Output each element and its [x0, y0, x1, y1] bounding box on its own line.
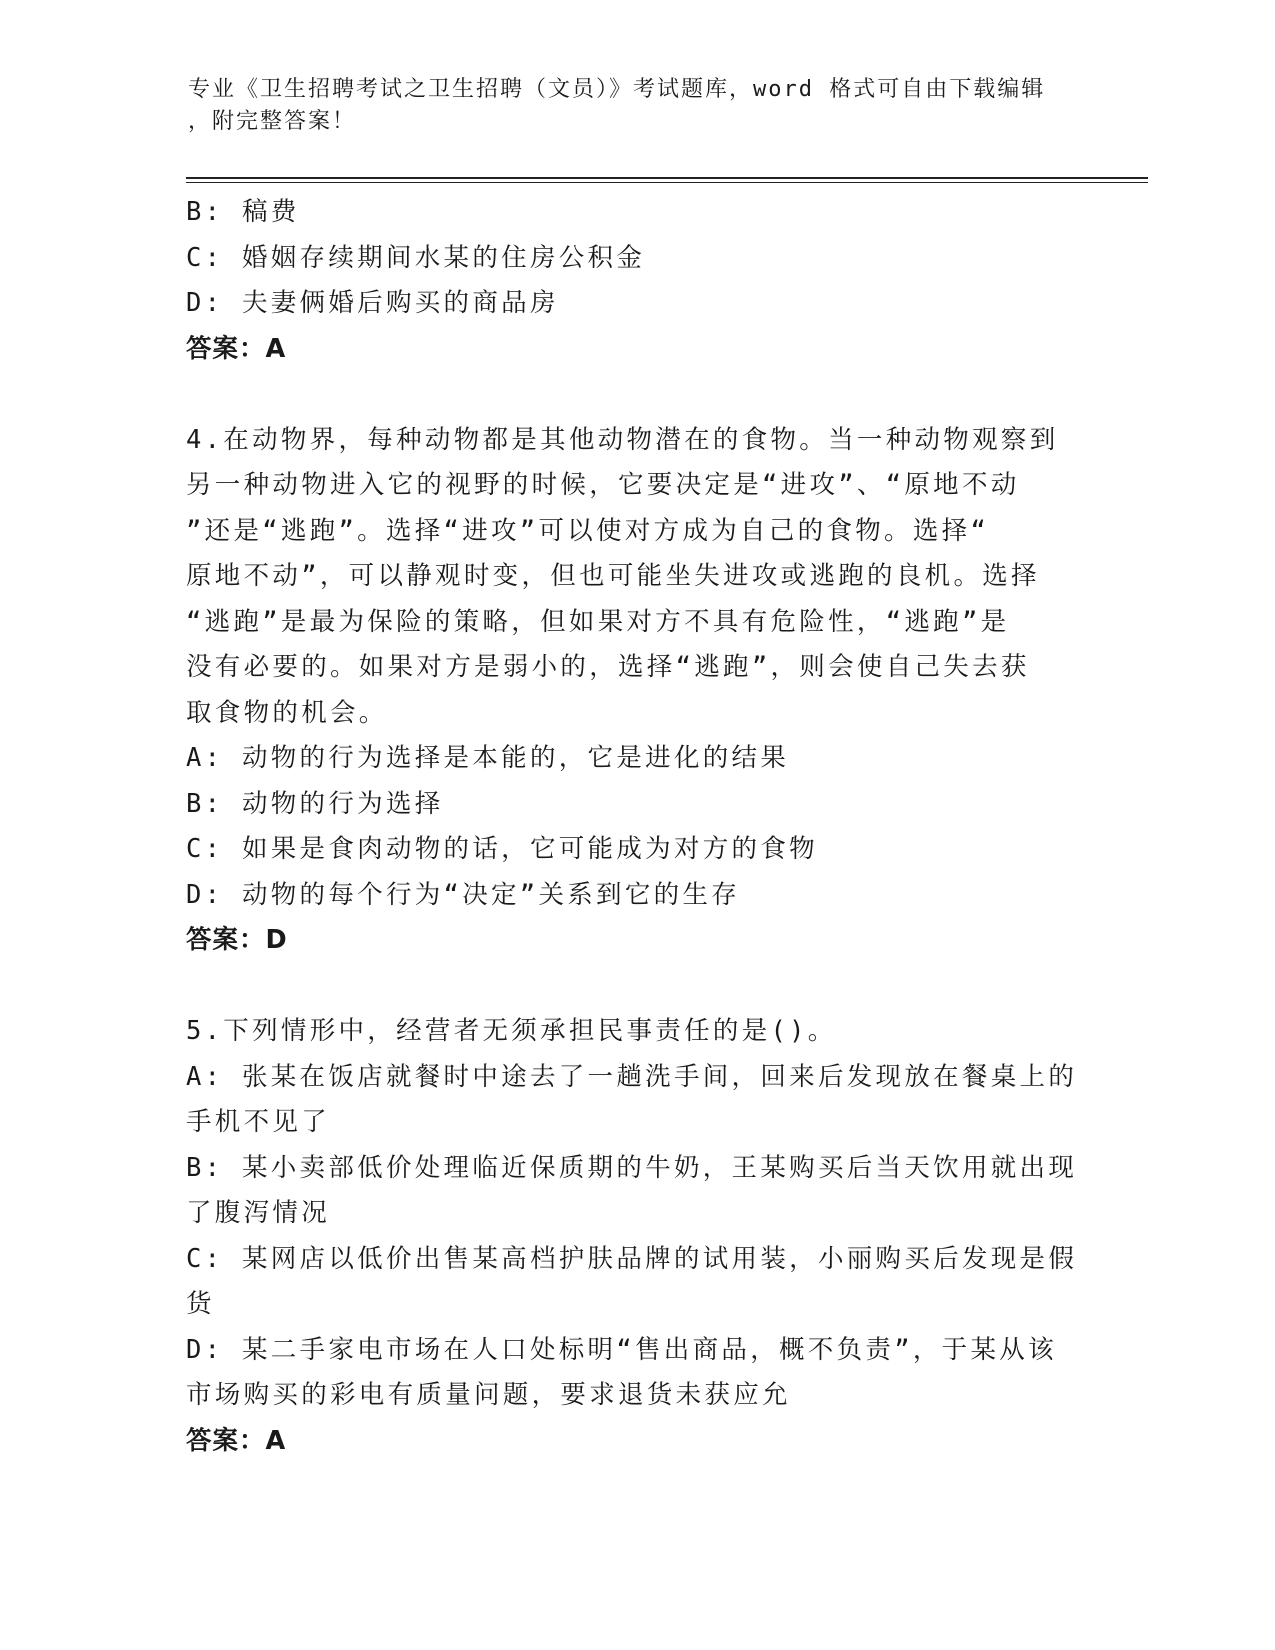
header-divider-thin	[186, 182, 1148, 183]
question-5-option-b-line-2: 了腹泻情况	[186, 1198, 331, 1228]
question-4-line-2: 另一种动物进入它的视野的时候，它要决定是“进攻”、“原地不动	[186, 470, 1020, 500]
question-4-line-4: 原地不动”，可以静观时变，但也可能坐失进攻或逃跑的良机。选择	[186, 561, 1040, 591]
question-4-option-d: D: 动物的每个行为“决定”关系到它的生存	[186, 879, 741, 910]
question-5-option-d-line-1: D: 某二手家电市场在人口处标明“售出商品，概不负责”，于某从该	[186, 1334, 1057, 1365]
question-5-option-c-line-2: 货	[186, 1289, 215, 1319]
option-c: C: 婚姻存续期间水某的住房公积金	[186, 242, 646, 273]
question-4-line-5: “逃跑”是最为保险的策略，但如果对方不具有危险性，“逃跑”是	[186, 606, 1010, 637]
question-5-option-a-line-1: A: 张某在饭店就餐时中途去了一趟洗手间，回来后发现放在餐桌上的	[186, 1061, 1078, 1092]
spacer	[186, 372, 1066, 418]
question-4-line-7: 取食物的机会。	[186, 697, 388, 728]
option-d: D: 夫妻俩婚后购买的商品房	[186, 288, 559, 318]
option-b: B: 稿费	[186, 197, 300, 227]
answer-label: 答案：A	[186, 333, 287, 364]
question-5-block	[186, 1009, 1078, 1464]
question-4-answer: 答案：D	[186, 925, 288, 955]
question-5-answer: 答案：A	[186, 1425, 287, 1456]
question-4-option-c: C: 如果是食肉动物的话，它可能成为对方的食物	[186, 834, 818, 864]
previous-question-block	[186, 190, 1066, 372]
document-header	[188, 74, 1068, 138]
question-5-option-d-line-2: 市场购买的彩电有质量问题，要求退货未获应允	[186, 1380, 791, 1410]
question-5-option-a-line-2: 手机不见了	[186, 1107, 331, 1137]
document-body	[186, 190, 1078, 1464]
question-4-option-a: A: 动物的行为选择是本能的，它是进化的结果	[186, 743, 790, 773]
question-4-line-1: 4.在动物界，每种动物都是其他动物潜在的食物。当一种动物观察到	[186, 424, 1059, 455]
question-4-line-3: ”还是“逃跑”。选择“进攻”可以使对方成为自己的食物。选择“	[186, 515, 990, 546]
header-divider-thick	[186, 177, 1148, 179]
question-5-option-b-line-1: B: 某小卖部低价处理临近保质期的牛奶，王某购买后当天饮用就出现	[186, 1152, 1078, 1183]
spacer	[186, 964, 1066, 1010]
question-4-block	[186, 418, 1066, 964]
question-5-text: 5.下列情形中，经营者无须承担民事责任的是()。	[186, 1016, 837, 1046]
question-4-line-6: 没有必要的。如果对方是弱小的，选择“逃跑”，则会使自己失去获	[186, 652, 1030, 682]
header-line-2: ，附完整答案！	[188, 109, 357, 134]
question-5-option-c-line-1: C: 某网店以低价出售某高档护肤品牌的试用装，小丽购买后发现是假	[186, 1243, 1078, 1274]
question-4-option-b: B: 动物的行为选择	[186, 788, 444, 819]
header-line-1: 专业《卫生招聘考试之卫生招聘（文员）》考试题库，word 格式可自由下载编辑	[188, 77, 1046, 102]
